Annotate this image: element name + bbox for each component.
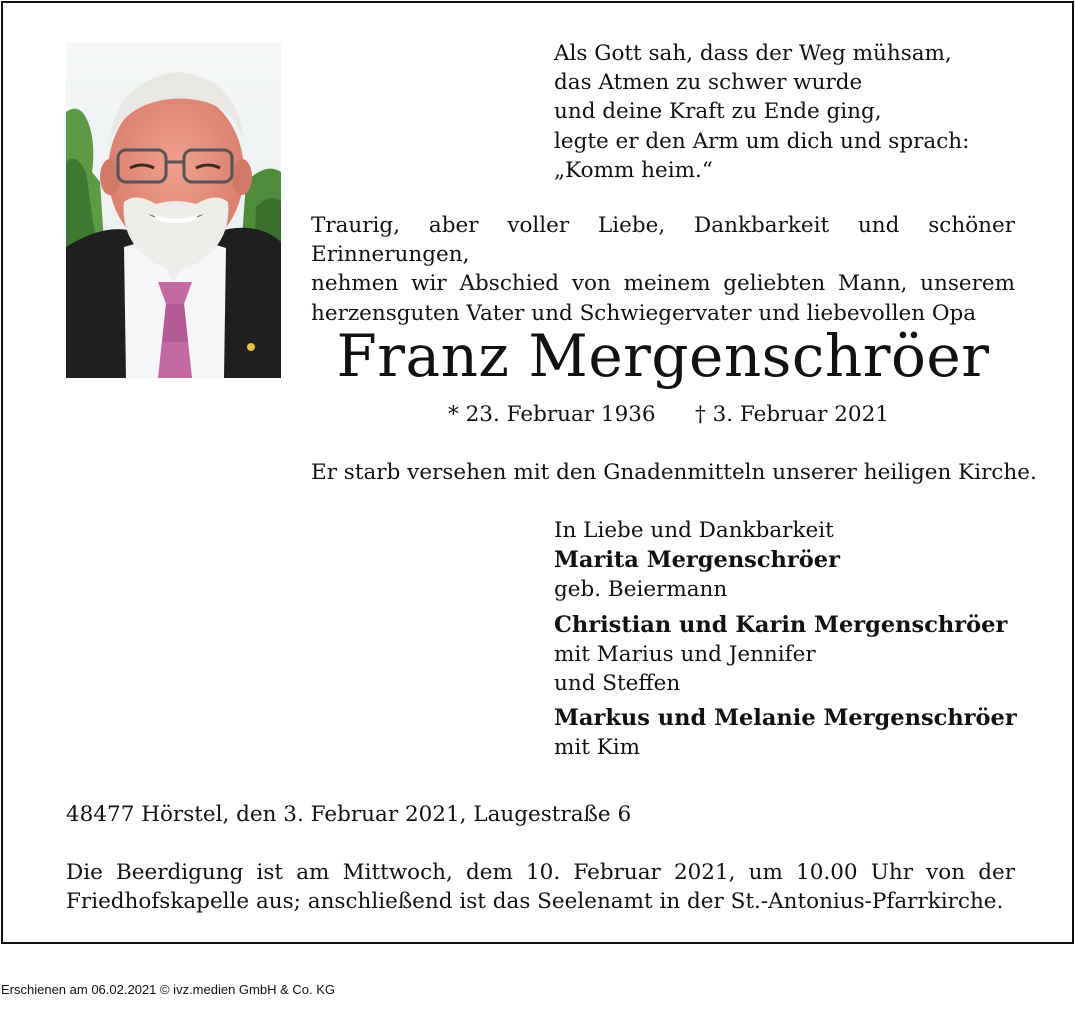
intro-text — [311, 211, 1015, 328]
death-date: † 3. Februar 2021 — [695, 402, 889, 427]
intro-line: nehmen wir Abschied von meinem geliebten Mann, unserem — [311, 271, 1015, 297]
family-member-detail: mit Marius und Jennifer — [554, 641, 816, 667]
birth-date: * 23. Februar 1936 — [448, 402, 656, 427]
family-opening: In Liebe und Dankbarkeit — [554, 518, 834, 543]
publication-footer: Erschienen am 06.02.2021 © ivz.medien GmbH & Co. KG — [1, 982, 336, 997]
family-signatures — [554, 516, 1017, 763]
intro-line: herzensguten Vater und Schwiegervater und liebevollen Opa — [311, 300, 977, 326]
family-member-detail: und Steffen — [554, 671, 681, 697]
poem-line: das Atmen zu schwer wurde — [554, 70, 863, 96]
church-text: Er starb versehen mit den Gnadenmitteln unserer heiligen Kirche. — [311, 460, 1037, 485]
deceased-name: Franz Mergenschröer — [336, 322, 990, 390]
funeral-line: Friedhofskapelle aus; anschließend ist das Seelenamt in der St.-Antonius-Pfarrkirche. — [66, 889, 1004, 915]
funeral-line: Die Beerdigung ist am Mittwoch, dem 10. Februar 2021, um 10.00 Uhr von der — [66, 860, 1015, 885]
portrait-photo — [66, 42, 281, 378]
family-member-name: Markus und Melanie Mergenschröer — [554, 705, 1017, 732]
family-member-name: Christian und Karin Mergenschröer — [554, 611, 1008, 638]
family-member-detail: geb. Beiermann — [554, 577, 728, 603]
obituary-frame — [1, 1, 1074, 944]
funeral-notice — [66, 858, 1015, 916]
poem-line: „Komm heim.“ — [554, 157, 713, 183]
intro-line: Traurig, aber voller Liebe, Dankbarkeit und schöner Erinnerungen, — [311, 213, 1015, 268]
poem-line: Als Gott sah, dass der Weg mühsam, — [554, 41, 952, 66]
poem — [554, 39, 969, 185]
poem-line: legte er den Arm um dich und sprach: — [554, 128, 970, 154]
family-member-name: Marita Mergenschröer — [554, 547, 840, 574]
address-line: 48477 Hörstel, den 3. Februar 2021, Laugestraße 6 — [66, 802, 632, 827]
poem-line: und deine Kraft zu Ende ging, — [554, 99, 882, 125]
family-member-detail: mit Kim — [554, 735, 641, 761]
